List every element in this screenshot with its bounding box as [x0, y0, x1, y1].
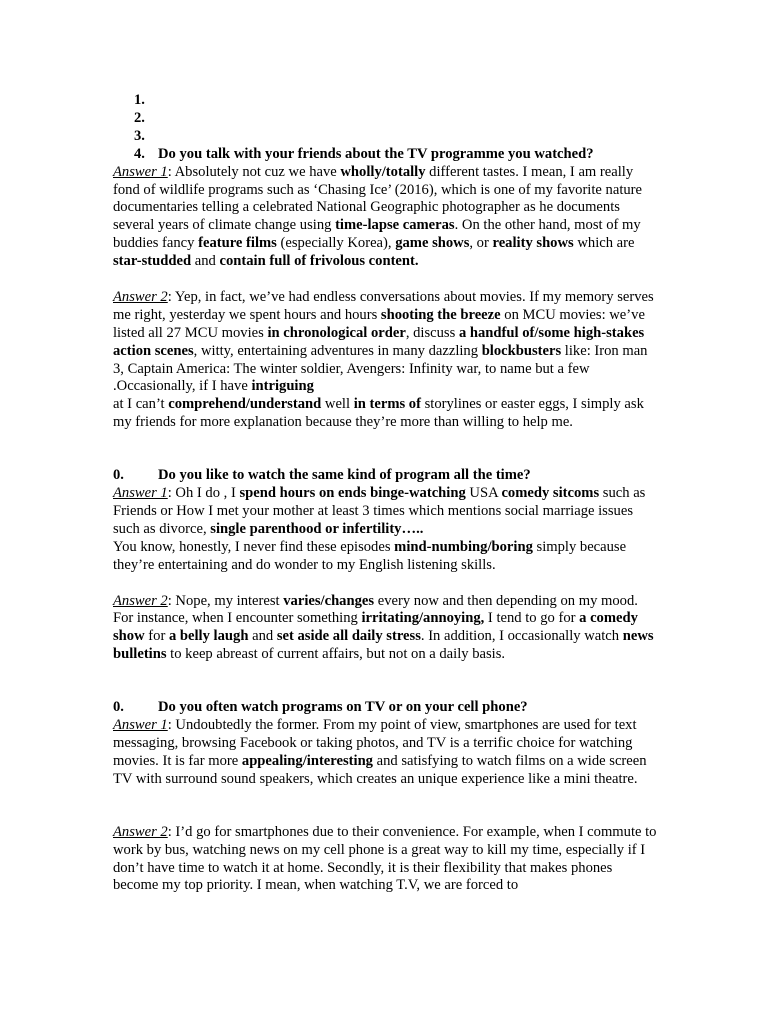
- answer-text: . In addition, I occasionally watch: [420, 628, 623, 645]
- answer-text: : Nope, my interest: [167, 592, 284, 609]
- answer-text: : Undoubtedly the former. From my point of view, smartphones are used for text messaging, browsing Facebook or taking photos, and TV is a terrific choice for watching movies. It is far more: [113, 717, 637, 769]
- paragraph-gap: [113, 789, 658, 824]
- key-phrase: in chronological order: [267, 324, 406, 341]
- key-phrase: spend hours on ends binge-watching: [239, 485, 466, 502]
- answer-label: Answer 1: [113, 717, 168, 734]
- answer-text: and: [248, 628, 277, 645]
- paragraph-gap: [113, 271, 658, 289]
- answer-text: and: [191, 253, 220, 270]
- answer-text: and satisfying to watch films on a wide screen TV with surround sound speakers, which creates an unique experience like a mini theatre.: [113, 752, 647, 787]
- answer-text: : I’d go for smartphones due to their convenience. For example, when I commute to work by bus, watching news on my cell phone is a great way to kill my time, especially if I don’t have time to watch it at home. Secondly, it is their flexibility that makes phones become my top priority. I mean, when watching T.V, we are forced to: [113, 823, 657, 894]
- answer-text: You know, honestly, I never find these episodes: [113, 538, 395, 555]
- answer-paragraph: [113, 824, 658, 896]
- key-phrase: comprehend/understand: [168, 396, 322, 413]
- answer-label: Answer 2: [113, 288, 168, 305]
- question-text: Do you like to watch the same kind of program all the time?: [158, 467, 531, 484]
- answer-text: for: [144, 628, 169, 645]
- question-heading-3: [113, 699, 658, 717]
- question-heading-2: [113, 467, 658, 485]
- list-number: 4.: [134, 145, 145, 162]
- list-number: 0.: [113, 699, 124, 716]
- list-number: 0.: [113, 467, 124, 484]
- answer-label: Answer 2: [113, 592, 168, 609]
- answer-text: on MCU movies: we’ve listed all 27 MCU movies: [113, 306, 645, 341]
- list-item: [113, 92, 658, 110]
- section-gap: [113, 432, 658, 467]
- answer-text: (especially Korea),: [276, 235, 396, 252]
- key-phrase: star-studded: [113, 253, 192, 270]
- list-item: [113, 128, 658, 146]
- answer-text: every now and then depending on my mood. For instance, when I encounter something: [113, 592, 638, 627]
- document-page: [113, 92, 658, 895]
- answer-text: , witty, entertaining adventures in many dazzling: [193, 342, 482, 359]
- key-phrase: a comedy show: [113, 610, 638, 645]
- section-gap: [113, 664, 658, 699]
- answer-text: at I can’t: [113, 396, 169, 413]
- answer-text: . On the other hand, most of my buddies fancy: [113, 217, 641, 252]
- key-phrase: varies/changes: [283, 592, 375, 609]
- question-text: Do you often watch programs on TV or on your cell phone?: [158, 699, 528, 716]
- answer-text: simply because they’re entertaining and do wonder to my English listening skills.: [113, 538, 627, 573]
- answer-paragraph-continued: [113, 539, 658, 575]
- answer-text: storylines or easter eggs, I simply ask my friends for more explanation because they’re more than willing to help me.: [113, 396, 644, 431]
- question-text: Do you talk with your friends about the TV programme you watched?: [158, 145, 594, 162]
- key-phrase: appealing/interesting: [241, 752, 373, 769]
- key-phrase: game shows: [395, 235, 470, 252]
- answer-text: like: Iron man 3, Captain America: The winter soldier, Avengers: Infinity war, to name but a few .Occasionally, if I have: [113, 342, 648, 395]
- key-phrase: feature films: [198, 235, 277, 252]
- answer-paragraph-continued: [113, 396, 658, 432]
- key-phrase: reality shows: [492, 235, 574, 252]
- key-phrase: shooting the breeze: [380, 306, 501, 323]
- answer-paragraph: [113, 593, 658, 665]
- key-phrase: wholly/totally: [340, 163, 426, 180]
- answer-label: Answer 1: [113, 163, 168, 180]
- answer-text: : Oh I do , I: [167, 485, 240, 502]
- key-phrase: mind-numbing/boring: [394, 538, 533, 555]
- answer-text: , or: [469, 235, 493, 252]
- answer-paragraph: [113, 485, 658, 539]
- key-phrase: contain full of frivolous content.: [219, 253, 419, 270]
- numbered-list: [113, 92, 658, 164]
- answer-text: USA: [465, 485, 502, 502]
- answer-label: Answer 2: [113, 823, 168, 840]
- answer-text: well: [321, 396, 354, 413]
- answer-text: : Yep, in fact, we’ve had endless conversations about movies. If my memory serves me right, yesterday we spent hours and hours: [113, 288, 654, 323]
- list-number: 2.: [134, 109, 145, 126]
- key-phrase: irritating/annoying,: [361, 610, 485, 627]
- answer-paragraph: [113, 164, 658, 271]
- key-phrase: set aside all daily stress: [276, 628, 421, 645]
- key-phrase: news bulletins: [113, 628, 654, 663]
- answer-paragraph: [113, 717, 658, 789]
- key-phrase: comedy sitcoms: [501, 485, 600, 502]
- key-phrase: a handful of/some high-stakes action scenes: [113, 324, 645, 359]
- answer-label: Answer 1: [113, 485, 168, 502]
- paragraph-gap: [113, 575, 658, 593]
- answer-text: such as Friends or How I met your mother at least 3 times which mentions social marriage issues such as divorce,: [113, 485, 646, 537]
- key-phrase: time-lapse cameras: [335, 217, 455, 234]
- answer-text: , discuss: [405, 324, 459, 341]
- question-heading-1: [113, 146, 658, 164]
- key-phrase: a belly laugh: [168, 628, 249, 645]
- key-phrase: in terms of: [353, 396, 421, 413]
- answer-text: : Absolutely not cuz we have: [167, 163, 341, 180]
- list-number: 3.: [134, 127, 145, 144]
- key-phrase: single parenthood or infertility…..: [210, 520, 424, 537]
- answer-text: which are: [573, 235, 635, 252]
- answer-text: to keep abreast of current affairs, but not on a daily basis.: [166, 646, 506, 663]
- list-number: 1.: [134, 92, 145, 108]
- answer-text: different tastes. I mean, I am really fond of wildlife programs such as ‘Chasing Ice’ (2016), which is one of my favorite nature documentaries telling a celebrated National Geographic photographer as he documents several years of climate change using: [113, 163, 643, 234]
- key-phrase: intriguing: [251, 378, 314, 395]
- list-item: [113, 110, 658, 128]
- answer-text: I tend to go for: [484, 610, 580, 627]
- answer-paragraph: [113, 289, 658, 396]
- key-phrase: blockbusters: [481, 342, 562, 359]
